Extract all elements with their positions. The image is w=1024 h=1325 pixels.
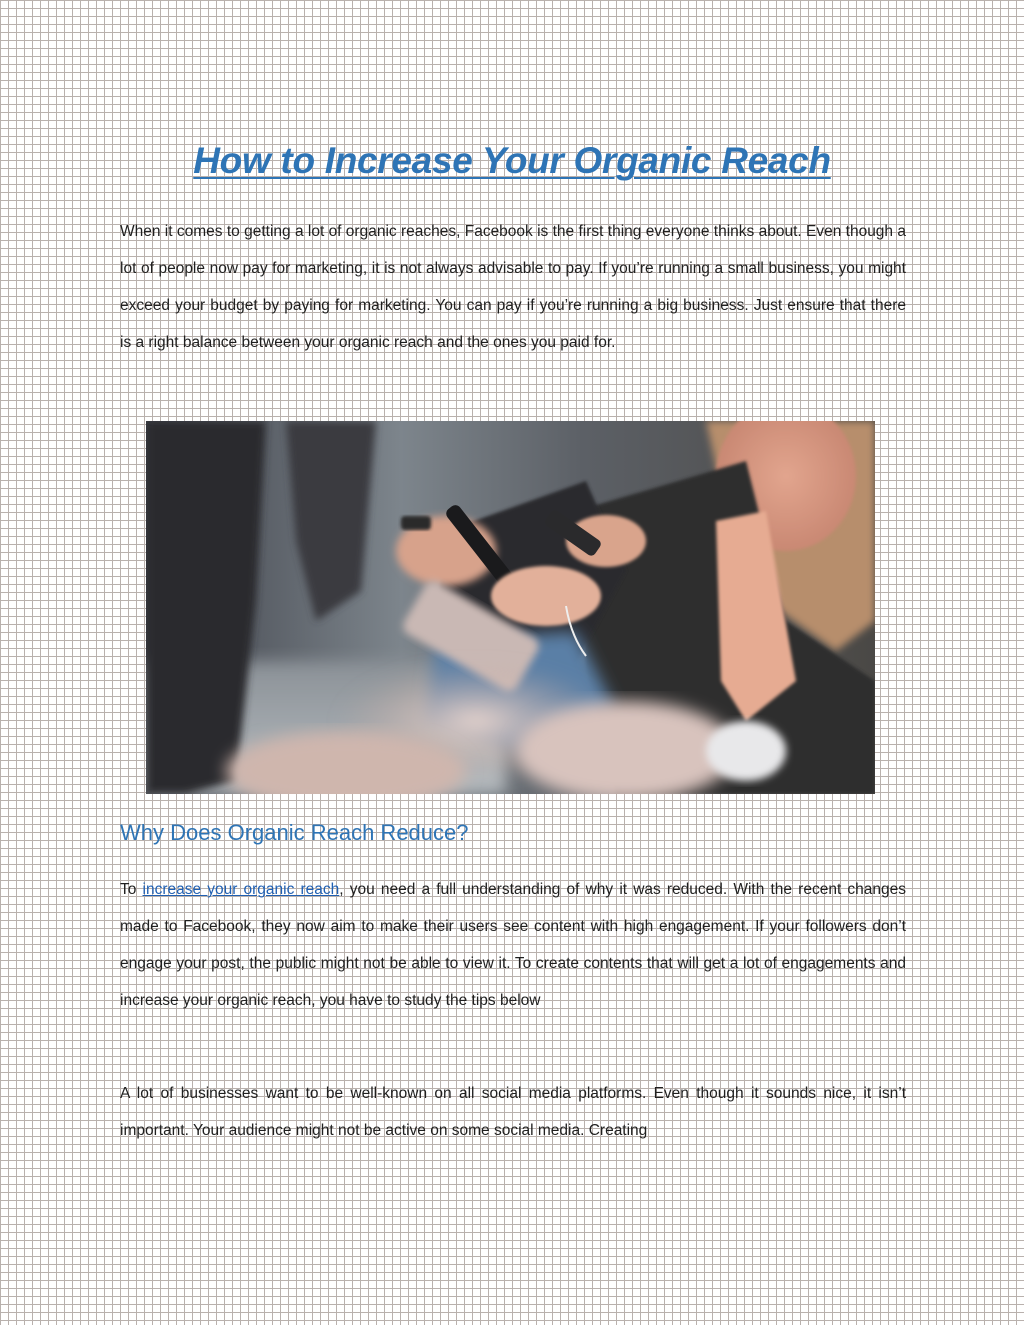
section-paragraph-prefix: To <box>120 881 143 898</box>
section-paragraph-rest: , you need a full understanding of why it was reduced. With the recent changes made to Facebook, they now aim to make their users see content with high engagement. If your followers don’t engage your post, the public might not be able to view it. To create contents that will get a lot of engagements and increase your organic reach, you have to study the tips below <box>120 881 906 1009</box>
increase-organic-reach-link[interactable]: increase your organic reach <box>142 881 340 898</box>
section-paragraph <box>120 871 906 1019</box>
section-heading: Why Does Organic Reach Reduce? <box>120 820 469 845</box>
people-using-phones-photo <box>146 421 875 794</box>
closing-paragraph: A lot of businesses want to be well-known on all social media platforms. Even though it sounds nice, it isn’t important. Your audience might not be active on some social media. Creating <box>120 1085 906 1139</box>
article-title: How to Increase Your Organic Reach <box>193 140 831 181</box>
intro-paragraph: When it comes to getting a lot of organic reaches, Facebook is the first thing everyone thinks about. Even though a lot of people now pay for marketing, it is not always advisable to pay. If you’re running a small business, you might exceed your budget by paying for marketing. You can pay if you’re running a big business. Just ensure that there is a right balance between your organic reach and the ones you paid for. <box>120 223 906 351</box>
